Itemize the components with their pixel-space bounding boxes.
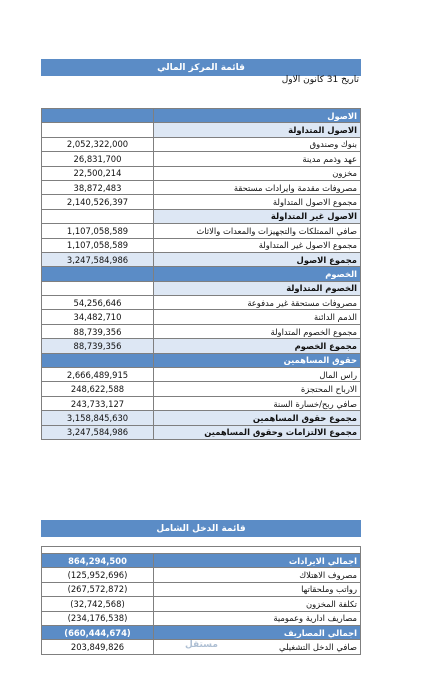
amount-cell <box>42 281 154 295</box>
label-cell: حقوق المساهمين <box>154 353 361 367</box>
label-cell: الاصول المتداولة <box>154 123 361 137</box>
table-row <box>42 597 361 611</box>
amount-cell <box>42 123 154 137</box>
label-cell: مجموع الالتزامات وحقوق المساهمين <box>154 425 361 439</box>
table-row <box>42 554 361 568</box>
label-cell: الخصوم المتداولة <box>154 281 361 295</box>
label-cell: مجموع الاصول المتداولة <box>154 195 361 209</box>
table-row <box>42 368 361 382</box>
amount-cell: 88,739,356 <box>42 324 154 338</box>
table-row <box>42 109 361 123</box>
amount-cell: (660,444,674) <box>42 625 154 639</box>
amount-cell: 26,831,700 <box>42 152 154 166</box>
amount-cell: 3,247,584,986 <box>42 425 154 439</box>
label-cell: صافي الممتلكات والتجهيزات والمعدات والاثاث <box>154 224 361 238</box>
amount-cell: 1,107,058,589 <box>42 238 154 252</box>
label-cell: مخزون <box>154 166 361 180</box>
table-row <box>42 324 361 338</box>
label-cell: مصروفات مقدمة وايرادات مستحقة <box>154 180 361 194</box>
table-row <box>42 310 361 324</box>
amount-cell: 203,849,826 <box>42 640 154 654</box>
table-row <box>42 123 361 137</box>
amount-cell: (125,952,696) <box>42 568 154 582</box>
amount-cell: 243,733,127 <box>42 396 154 410</box>
label-cell: عهد وذمم مدينة <box>154 152 361 166</box>
watermark-logo: مستقل <box>185 640 218 650</box>
amount-cell: 88,739,356 <box>42 339 154 353</box>
amount-cell: 3,247,584,986 <box>42 252 154 266</box>
table-row <box>42 353 361 367</box>
table-row <box>42 582 361 596</box>
income-table-top-spacer <box>41 546 361 553</box>
label-cell: مجموع الاصول <box>154 252 361 266</box>
table-row <box>42 152 361 166</box>
amount-cell: 38,872,483 <box>42 180 154 194</box>
balance-sheet-title: قائمة المركز المالي <box>41 59 361 76</box>
label-cell: مصاريف ادارية وعمومية <box>154 611 361 625</box>
amount-cell: 34,482,710 <box>42 310 154 324</box>
label-cell: راس المال <box>154 368 361 382</box>
label-cell: مجموع الخصوم <box>154 339 361 353</box>
table-row <box>42 137 361 151</box>
amount-cell: 864,294,500 <box>42 554 154 568</box>
table-row <box>42 611 361 625</box>
table-row <box>42 209 361 223</box>
label-cell: الخصوم <box>154 267 361 281</box>
amount-cell: 2,140,526,397 <box>42 195 154 209</box>
label-cell: مصروف الاهتلاك <box>154 568 361 582</box>
label-cell: رواتب وملحقاتها <box>154 582 361 596</box>
amount-cell: 248,622,588 <box>42 382 154 396</box>
label-cell: صافي ربح/خسارة السنة <box>154 396 361 410</box>
table-row <box>42 180 361 194</box>
income-statement-title: قائمة الدخل الشامل <box>41 520 361 537</box>
label-cell: مجموع الاصول غير المتداولة <box>154 238 361 252</box>
balance-sheet-table <box>41 108 361 440</box>
amount-cell <box>42 109 154 123</box>
label-cell: مجموع الخصوم المتداولة <box>154 324 361 338</box>
amount-cell: 2,666,489,915 <box>42 368 154 382</box>
table-row <box>42 166 361 180</box>
amount-cell <box>42 353 154 367</box>
table-row <box>42 339 361 353</box>
table-row <box>42 396 361 410</box>
label-cell: اجمالي الايرادات <box>154 554 361 568</box>
label-cell: الاصول غير المتداولة <box>154 209 361 223</box>
table-row <box>42 411 361 425</box>
amount-cell: (267,572,872) <box>42 582 154 596</box>
table-row <box>42 252 361 266</box>
label-cell: الاصول <box>154 109 361 123</box>
amount-cell: 22,500,214 <box>42 166 154 180</box>
label-cell: مجموع حقوق المساهمين <box>154 411 361 425</box>
label-cell: الارباح المحتجزة <box>154 382 361 396</box>
table-row <box>42 195 361 209</box>
amount-cell <box>42 267 154 281</box>
table-row <box>42 568 361 582</box>
label-cell: مصروفات مستحقة غير مدفوعة <box>154 296 361 310</box>
table-row <box>42 382 361 396</box>
table-row <box>42 238 361 252</box>
table-row <box>42 425 361 439</box>
table-row <box>42 281 361 295</box>
amount-cell: 54,256,646 <box>42 296 154 310</box>
amount-cell: 2,052,322,000 <box>42 137 154 151</box>
label-cell: اجمالي المصاريف <box>154 625 361 639</box>
balance-sheet-date: تاريخ 31 كانون الاول <box>281 75 359 85</box>
table-row <box>42 224 361 238</box>
amount-cell <box>42 209 154 223</box>
label-cell: صافي الدخل التشغيلي <box>154 640 361 654</box>
amount-cell: (234,176,538) <box>42 611 154 625</box>
label-cell: بنوك وصندوق <box>154 137 361 151</box>
amount-cell: 1,107,058,589 <box>42 224 154 238</box>
table-row <box>42 267 361 281</box>
label-cell: الذمم الدائنة <box>154 310 361 324</box>
amount-cell: 3,158,845,630 <box>42 411 154 425</box>
table-row <box>42 625 361 639</box>
table-row <box>42 296 361 310</box>
amount-cell: (32,742,568) <box>42 597 154 611</box>
label-cell: تكلفة المخزون <box>154 597 361 611</box>
